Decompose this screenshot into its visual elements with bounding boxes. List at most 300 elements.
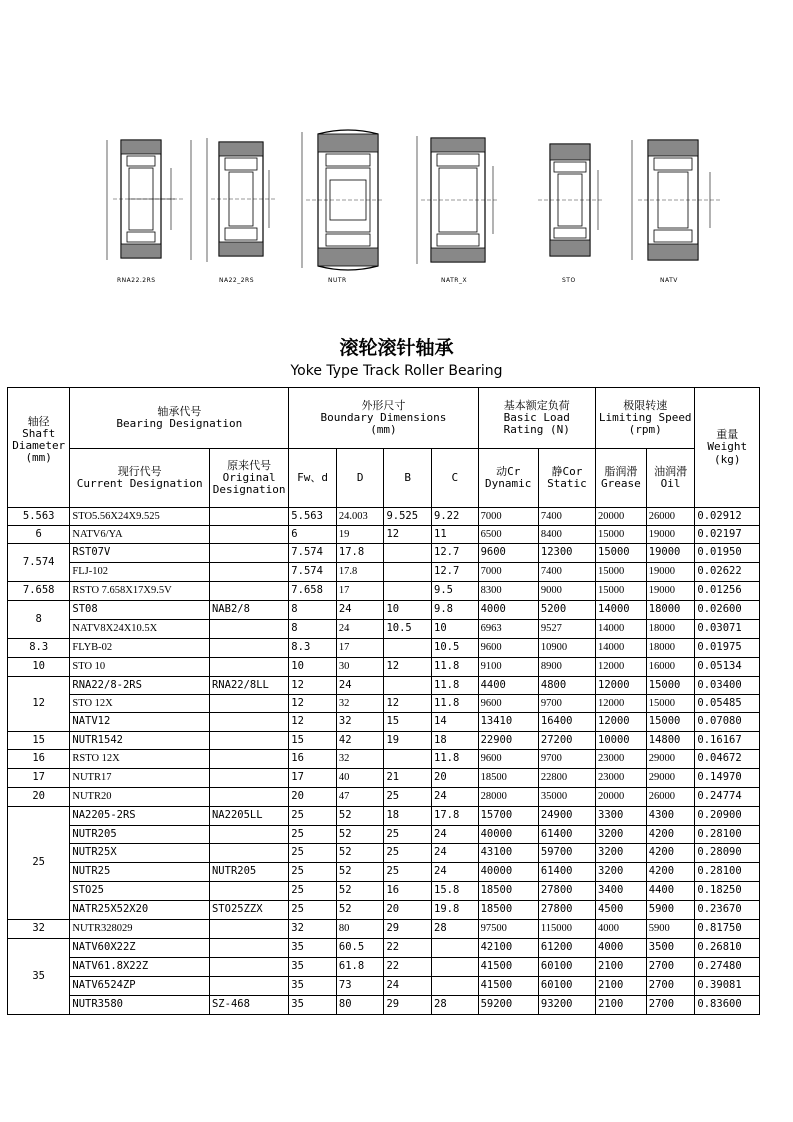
fw-d-cell: 25: [289, 882, 337, 901]
shaft-diameter-cell: 25: [8, 807, 70, 920]
original-designation-cell: [209, 713, 288, 732]
B-cell: 25: [384, 826, 432, 844]
B-cell: 29: [384, 920, 432, 939]
header-designation: [70, 388, 289, 449]
grease-cell: 12000: [596, 677, 647, 695]
D-cell: 24: [336, 601, 384, 620]
weight-cell: 0.03400: [695, 677, 760, 695]
oil-cell: 15000: [646, 695, 695, 713]
shaft-diameter-cell: 35: [8, 939, 70, 1015]
D-cell: 52: [336, 844, 384, 863]
original-designation-cell: [209, 544, 288, 563]
table-row: [8, 920, 760, 939]
fw-d-cell: 7.574: [289, 544, 337, 563]
table-row: [8, 582, 760, 601]
fw-d-cell: 32: [289, 920, 337, 939]
current-designation-cell: NATV60X22Z: [70, 939, 210, 958]
grease-cell: 23000: [596, 750, 647, 769]
static-cell: 4800: [538, 677, 595, 695]
header-current-en: Current Designation: [76, 477, 203, 490]
dynamic-cell: 13410: [478, 713, 538, 732]
C-cell: 10: [432, 620, 479, 639]
B-cell: [384, 639, 432, 658]
header-oil: [646, 449, 695, 508]
grease-cell: 12000: [596, 713, 647, 732]
header-fw: Fw、d: [289, 449, 337, 508]
original-designation-cell: [209, 844, 288, 863]
table-row: [8, 844, 760, 863]
grease-cell: 2100: [596, 996, 647, 1015]
dynamic-cell: 9100: [478, 658, 538, 677]
original-designation-cell: [209, 695, 288, 713]
grease-cell: 15000: [596, 563, 647, 582]
static-cell: 35000: [538, 788, 595, 807]
shaft-diameter-cell: 10: [8, 658, 70, 677]
C-cell: 18: [432, 732, 479, 750]
static-cell: 93200: [538, 996, 595, 1015]
oil-cell: 15000: [646, 713, 695, 732]
table-row: [8, 713, 760, 732]
oil-cell: 3500: [646, 939, 695, 958]
dynamic-cell: 7000: [478, 508, 538, 526]
C-cell: 11.8: [432, 695, 479, 713]
original-designation-cell: STO25ZZX: [209, 901, 288, 920]
D-cell: 30: [336, 658, 384, 677]
fw-d-cell: 25: [289, 807, 337, 826]
C-cell: 9.5: [432, 582, 479, 601]
B-cell: 22: [384, 958, 432, 977]
weight-cell: 0.28100: [695, 863, 760, 882]
header-dimensions-unit: (mm): [370, 423, 397, 437]
B-cell: 25: [384, 863, 432, 882]
header-speed-cn: 极限转速: [623, 398, 668, 412]
oil-cell: 14800: [646, 732, 695, 750]
oil-cell: 2700: [646, 996, 695, 1015]
weight-cell: 0.39081: [695, 977, 760, 996]
shaft-diameter-cell: 8: [8, 601, 70, 639]
grease-cell: 4000: [596, 939, 647, 958]
oil-cell: 29000: [646, 750, 695, 769]
current-designation-cell: NUTR328029: [70, 920, 210, 939]
original-designation-cell: SZ-468: [209, 996, 288, 1015]
weight-cell: 0.28090: [695, 844, 760, 863]
static-cell: 27800: [538, 901, 595, 920]
header-shaft: [8, 388, 70, 508]
static-cell: 8900: [538, 658, 595, 677]
header-original-en: Original Designation: [212, 470, 286, 497]
fw-d-cell: 8: [289, 620, 337, 639]
static-cell: 22800: [538, 769, 595, 788]
shaft-diameter-cell: 7.574: [8, 544, 70, 582]
table-header-row-1: [8, 388, 760, 449]
fw-d-cell: 25: [289, 844, 337, 863]
shaft-diameter-cell: 32: [8, 920, 70, 939]
grease-cell: 12000: [596, 658, 647, 677]
weight-cell: 0.02600: [695, 601, 760, 620]
drawing-label: NATR_X: [441, 277, 468, 284]
table-row: [8, 939, 760, 958]
current-designation-cell: NUTR205: [70, 826, 210, 844]
drawing-label: NA22_2RS: [219, 277, 255, 284]
oil-cell: 26000: [646, 788, 695, 807]
grease-cell: 15000: [596, 526, 647, 544]
current-designation-cell: RNA22/8-2RS: [70, 677, 210, 695]
D-cell: 52: [336, 882, 384, 901]
original-designation-cell: [209, 732, 288, 750]
oil-cell: 18000: [646, 639, 695, 658]
dynamic-cell: 9600: [478, 639, 538, 658]
C-cell: 17.8: [432, 807, 479, 826]
B-cell: [384, 563, 432, 582]
D-cell: 60.5: [336, 939, 384, 958]
drawing-sto: [530, 120, 610, 284]
B-cell: 15: [384, 713, 432, 732]
current-designation-cell: STO25: [70, 882, 210, 901]
header-speed: [596, 388, 695, 449]
oil-cell: 19000: [646, 526, 695, 544]
D-cell: 32: [336, 695, 384, 713]
dynamic-cell: 40000: [478, 863, 538, 882]
table-row: [8, 732, 760, 750]
dynamic-cell: 41500: [478, 958, 538, 977]
C-cell: 9.8: [432, 601, 479, 620]
header-dimensions-cn: 外形尺寸: [361, 398, 406, 412]
header-weight-en: Weight: [707, 440, 748, 454]
shaft-diameter-cell: 7.658: [8, 582, 70, 601]
grease-cell: 3400: [596, 882, 647, 901]
static-cell: 9700: [538, 750, 595, 769]
dynamic-cell: 8300: [478, 582, 538, 601]
table-row: [8, 826, 760, 844]
header-weight: [695, 388, 760, 508]
static-cell: 9700: [538, 695, 595, 713]
drawing-nutr: [300, 120, 390, 284]
D-cell: 80: [336, 996, 384, 1015]
fw-d-cell: 12: [289, 695, 337, 713]
weight-cell: 0.02197: [695, 526, 760, 544]
static-cell: 27800: [538, 882, 595, 901]
header-designation-en: Bearing Designation: [116, 417, 243, 430]
dynamic-cell: 18500: [478, 882, 538, 901]
original-designation-cell: [209, 620, 288, 639]
fw-d-cell: 25: [289, 863, 337, 882]
original-designation-cell: [209, 958, 288, 977]
original-designation-cell: [209, 639, 288, 658]
oil-cell: 18000: [646, 620, 695, 639]
C-cell: 11.8: [432, 750, 479, 769]
grease-cell: 2100: [596, 958, 647, 977]
fw-d-cell: 12: [289, 713, 337, 732]
weight-cell: 0.20900: [695, 807, 760, 826]
grease-cell: 12000: [596, 695, 647, 713]
weight-cell: 0.24774: [695, 788, 760, 807]
header-shaft-en: Shaft Diameter: [12, 427, 66, 453]
oil-cell: 19000: [646, 563, 695, 582]
original-designation-cell: [209, 526, 288, 544]
fw-d-cell: 15: [289, 732, 337, 750]
dynamic-cell: 18500: [478, 769, 538, 788]
original-designation-cell: [209, 882, 288, 901]
table-row: [8, 958, 760, 977]
D-cell: 40: [336, 769, 384, 788]
original-designation-cell: [209, 508, 288, 526]
dynamic-cell: 4400: [478, 677, 538, 695]
C-cell: 12.7: [432, 544, 479, 563]
grease-cell: 14000: [596, 639, 647, 658]
table-row: [8, 544, 760, 563]
header-designation-cn: 轴承代号: [157, 404, 202, 418]
dynamic-cell: 7000: [478, 563, 538, 582]
header-dimensions-en: Boundary Dimensions: [320, 410, 447, 424]
table-row: [8, 508, 760, 526]
C-cell: 20: [432, 769, 479, 788]
weight-cell: 0.07080: [695, 713, 760, 732]
static-cell: 60100: [538, 977, 595, 996]
oil-cell: 15000: [646, 677, 695, 695]
static-cell: 9527: [538, 620, 595, 639]
weight-cell: 0.04672: [695, 750, 760, 769]
grease-cell: 20000: [596, 788, 647, 807]
weight-cell: 0.05134: [695, 658, 760, 677]
shaft-diameter-cell: 16: [8, 750, 70, 769]
current-designation-cell: NUTR25X: [70, 844, 210, 863]
table-header-row-2: [8, 449, 760, 508]
fw-d-cell: 16: [289, 750, 337, 769]
original-designation-cell: [209, 939, 288, 958]
fw-d-cell: 35: [289, 977, 337, 996]
B-cell: 10.5: [384, 620, 432, 639]
fw-d-cell: 25: [289, 826, 337, 844]
shaft-diameter-cell: 20: [8, 788, 70, 807]
B-cell: 29: [384, 996, 432, 1015]
table-row: [8, 750, 760, 769]
header-load-en: Basic Load Rating (N): [503, 410, 570, 437]
table-row: [8, 807, 760, 826]
current-designation-cell: NUTR1542: [70, 732, 210, 750]
weight-cell: 0.26810: [695, 939, 760, 958]
drawing-natv: [630, 120, 730, 284]
header-dynamic: [478, 449, 538, 508]
fw-d-cell: 10: [289, 658, 337, 677]
header-speed-en: Limiting Speed (rpm): [598, 410, 692, 437]
drawing-label: NUTR: [328, 277, 347, 284]
oil-cell: 4200: [646, 844, 695, 863]
original-designation-cell: NUTR205: [209, 863, 288, 882]
static-cell: 7400: [538, 508, 595, 526]
drawing-label: NATV: [660, 277, 678, 284]
B-cell: [384, 544, 432, 563]
drawing-label: RNA22.2RS: [117, 277, 156, 284]
header-dimensions: [289, 388, 478, 449]
C-cell: 28: [432, 920, 479, 939]
oil-cell: 29000: [646, 769, 695, 788]
dynamic-cell: 41500: [478, 977, 538, 996]
static-cell: 60100: [538, 958, 595, 977]
B-cell: 16: [384, 882, 432, 901]
D-cell: 19: [336, 526, 384, 544]
header-C: C: [432, 449, 479, 508]
C-cell: [432, 977, 479, 996]
static-cell: 115000: [538, 920, 595, 939]
header-current-cn: 现行代号: [117, 464, 162, 478]
oil-cell: 19000: [646, 582, 695, 601]
shaft-diameter-cell: 17: [8, 769, 70, 788]
B-cell: 12: [384, 658, 432, 677]
oil-cell: 4400: [646, 882, 695, 901]
D-cell: 17.8: [336, 563, 384, 582]
original-designation-cell: RNA22/8LL: [209, 677, 288, 695]
grease-cell: 4500: [596, 901, 647, 920]
weight-cell: 0.03071: [695, 620, 760, 639]
static-cell: 24900: [538, 807, 595, 826]
grease-cell: 2100: [596, 977, 647, 996]
current-designation-cell: NATR25X52X20: [70, 901, 210, 920]
oil-cell: 2700: [646, 958, 695, 977]
dynamic-cell: 97500: [478, 920, 538, 939]
table-row: [8, 620, 760, 639]
page-title-en: Yoke Type Track Roller Bearing: [290, 363, 503, 379]
header-shaft-unit: (mm): [25, 451, 52, 465]
B-cell: 25: [384, 844, 432, 863]
dynamic-cell: 9600: [478, 695, 538, 713]
original-designation-cell: [209, 920, 288, 939]
weight-cell: 0.16167: [695, 732, 760, 750]
B-cell: 12: [384, 695, 432, 713]
fw-d-cell: 12: [289, 677, 337, 695]
D-cell: 52: [336, 901, 384, 920]
original-designation-cell: [209, 769, 288, 788]
table-row: [8, 677, 760, 695]
fw-d-cell: 17: [289, 769, 337, 788]
original-designation-cell: [209, 826, 288, 844]
current-designation-cell: NUTR20: [70, 788, 210, 807]
weight-cell: 0.01950: [695, 544, 760, 563]
header-dynamic-en: Dynamic: [485, 477, 532, 490]
B-cell: 24: [384, 977, 432, 996]
oil-cell: 26000: [646, 508, 695, 526]
dynamic-cell: 18500: [478, 901, 538, 920]
bearing-spec-table: [7, 387, 760, 1015]
C-cell: 10.5: [432, 639, 479, 658]
original-designation-cell: [209, 750, 288, 769]
drawing-na22-2rs: [205, 120, 285, 284]
table-row: [8, 769, 760, 788]
header-dynamic-cn: 动Cr: [496, 464, 521, 478]
table-row: [8, 526, 760, 544]
D-cell: 52: [336, 826, 384, 844]
shaft-diameter-cell: 6: [8, 526, 70, 544]
current-designation-cell: ST08: [70, 601, 210, 620]
current-designation-cell: FLYB-02: [70, 639, 210, 658]
dynamic-cell: 28000: [478, 788, 538, 807]
original-designation-cell: NAB2/8: [209, 601, 288, 620]
current-designation-cell: STO5.56X24X9.525: [70, 508, 210, 526]
weight-cell: 0.27480: [695, 958, 760, 977]
current-designation-cell: STO 10: [70, 658, 210, 677]
fw-d-cell: 25: [289, 901, 337, 920]
grease-cell: 3200: [596, 826, 647, 844]
bearing-drawings: [100, 120, 740, 300]
table-row: [8, 601, 760, 620]
oil-cell: 18000: [646, 601, 695, 620]
header-original-cn: 原来代号: [227, 458, 272, 472]
header-static-cn: 静Cor: [551, 464, 583, 478]
weight-cell: 0.01256: [695, 582, 760, 601]
current-designation-cell: NATV6/YA: [70, 526, 210, 544]
drawing-natr-x: [415, 120, 505, 284]
header-oil-en: Oil: [660, 477, 681, 490]
C-cell: 11.8: [432, 677, 479, 695]
original-designation-cell: [209, 563, 288, 582]
fw-d-cell: 20: [289, 788, 337, 807]
table-row: [8, 695, 760, 713]
D-cell: 52: [336, 863, 384, 882]
weight-cell: 0.05485: [695, 695, 760, 713]
D-cell: 24: [336, 677, 384, 695]
oil-cell: 2700: [646, 977, 695, 996]
weight-cell: 0.02622: [695, 563, 760, 582]
static-cell: 61400: [538, 826, 595, 844]
oil-cell: 4200: [646, 863, 695, 882]
D-cell: 52: [336, 807, 384, 826]
oil-cell: 5900: [646, 920, 695, 939]
C-cell: 15.8: [432, 882, 479, 901]
shaft-diameter-cell: 12: [8, 677, 70, 732]
shaft-diameter-cell: 15: [8, 732, 70, 750]
static-cell: 16400: [538, 713, 595, 732]
fw-d-cell: 6: [289, 526, 337, 544]
fw-d-cell: 7.574: [289, 563, 337, 582]
D-cell: 32: [336, 750, 384, 769]
D-cell: 32: [336, 713, 384, 732]
fw-d-cell: 8.3: [289, 639, 337, 658]
fw-d-cell: 35: [289, 939, 337, 958]
C-cell: [432, 958, 479, 977]
grease-cell: 15000: [596, 544, 647, 563]
weight-cell: 0.01975: [695, 639, 760, 658]
weight-cell: 0.02912: [695, 508, 760, 526]
table-row: [8, 863, 760, 882]
D-cell: 61.8: [336, 958, 384, 977]
header-static: [538, 449, 595, 508]
original-designation-cell: NA2205LL: [209, 807, 288, 826]
current-designation-cell: RST07V: [70, 544, 210, 563]
dynamic-cell: 43100: [478, 844, 538, 863]
static-cell: 9000: [538, 582, 595, 601]
dynamic-cell: 9600: [478, 750, 538, 769]
dynamic-cell: 15700: [478, 807, 538, 826]
dynamic-cell: 59200: [478, 996, 538, 1015]
weight-cell: 0.28100: [695, 826, 760, 844]
static-cell: 59700: [538, 844, 595, 863]
dynamic-cell: 22900: [478, 732, 538, 750]
oil-cell: 16000: [646, 658, 695, 677]
header-load-cn: 基本额定负荷: [503, 398, 570, 412]
grease-cell: 3200: [596, 844, 647, 863]
table-row: [8, 658, 760, 677]
C-cell: 14: [432, 713, 479, 732]
header-B: B: [384, 449, 432, 508]
B-cell: 12: [384, 526, 432, 544]
current-designation-cell: NATV8X24X10.5X: [70, 620, 210, 639]
table-row: [8, 996, 760, 1015]
B-cell: [384, 582, 432, 601]
header-current: [70, 449, 210, 508]
fw-d-cell: 7.658: [289, 582, 337, 601]
weight-cell: 0.23670: [695, 901, 760, 920]
static-cell: 7400: [538, 563, 595, 582]
weight-cell: 0.81750: [695, 920, 760, 939]
